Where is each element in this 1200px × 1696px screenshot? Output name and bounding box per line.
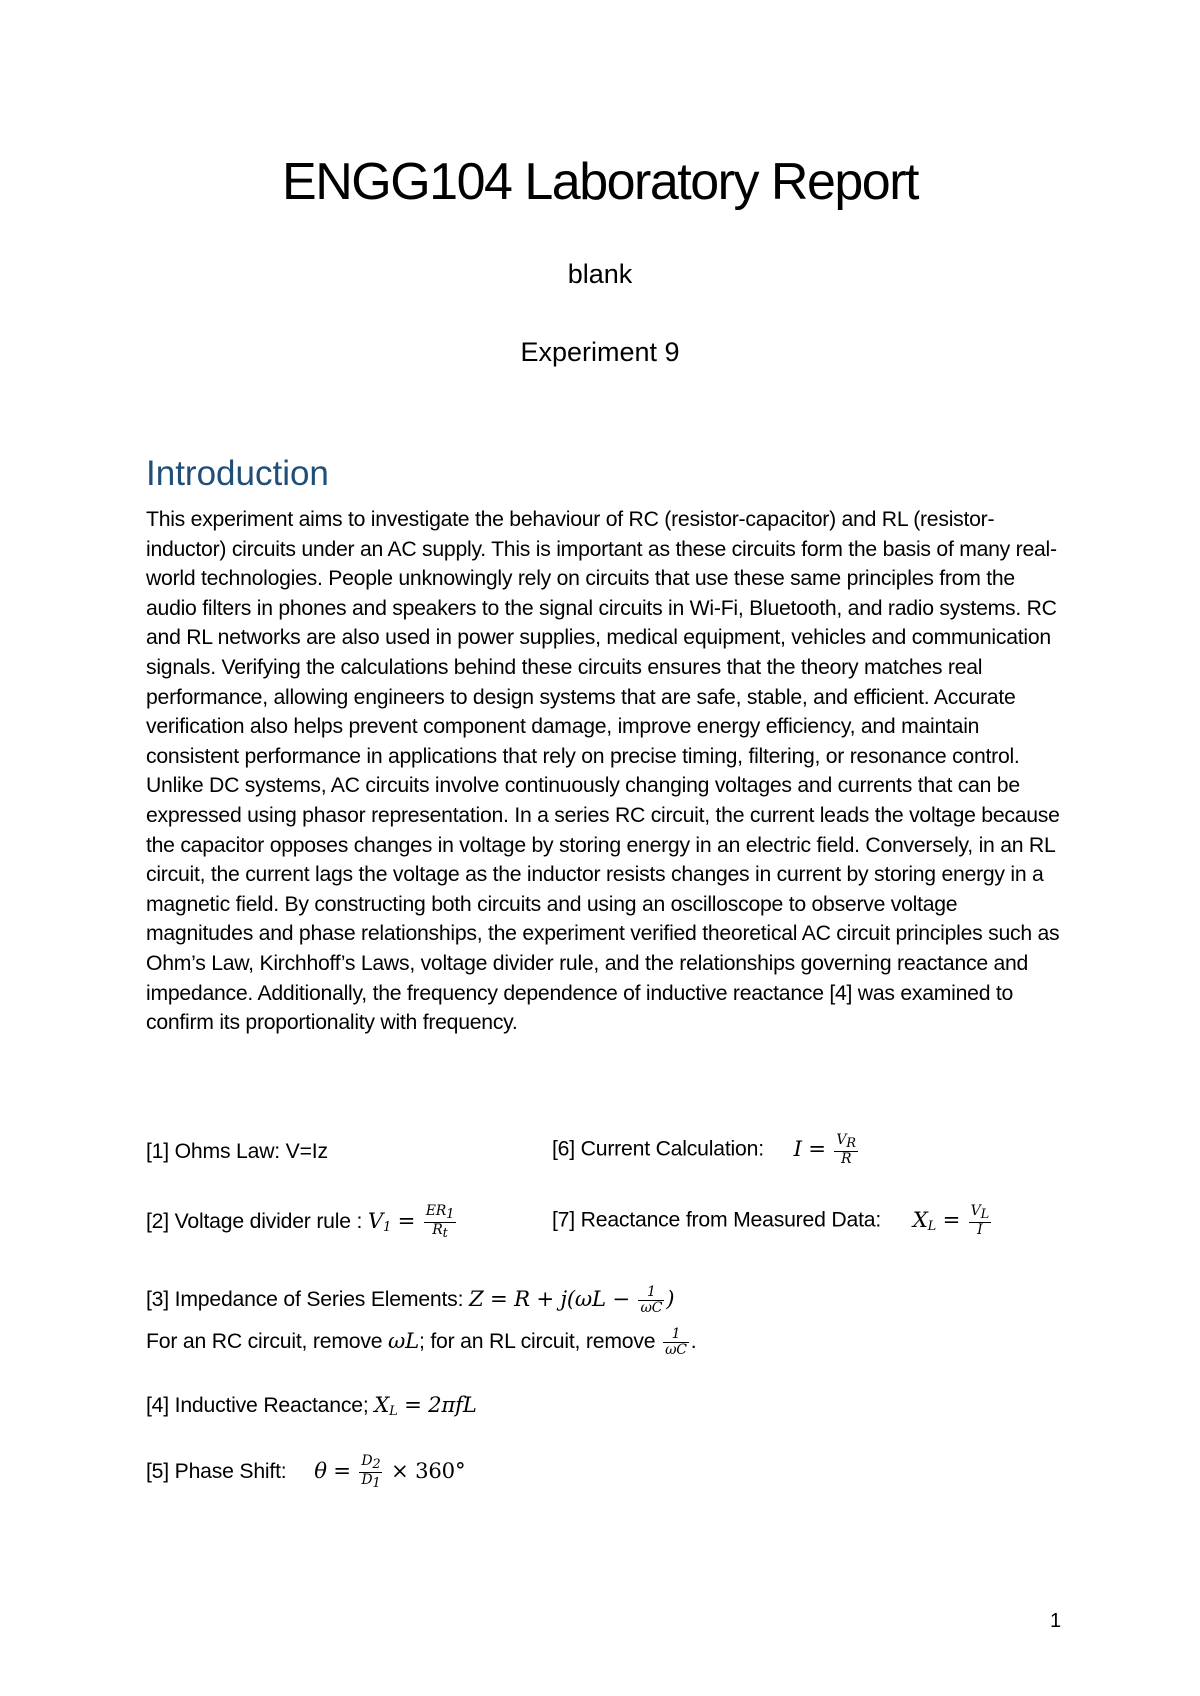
fraction: $\frac{1}{\omega C}$	[665, 1326, 687, 1358]
equation-current-calculation	[552, 1133, 860, 1167]
equation-label: [3] Impedance of Series Elements:	[146, 1288, 469, 1311]
equation-math: $X_L$ = $\frac{V_L}{I}$	[912, 1203, 990, 1238]
report-title: ENGG104 Laboratory Report	[282, 153, 918, 211]
equation-math: $V_1$ = $\frac{ER_1}{R_t}$	[367, 1203, 455, 1241]
equation-impedance	[146, 1284, 674, 1316]
equation-label: [1] Ohms Law: V=Iz	[146, 1140, 328, 1163]
fraction: $\frac{ER_1}{R_t}$	[425, 1203, 455, 1241]
fraction: $\frac{V_L}{I}$	[970, 1203, 990, 1238]
fraction: $\frac{V_R}{R}$	[836, 1132, 856, 1167]
equation-inductive-reactance	[146, 1390, 477, 1427]
equation-math: Z = R + j(ωL − $\frac{1}{\omega C}$ )	[468, 1284, 675, 1316]
equation-impedance-note: For an RC circuit, remove ωL; for an RL circuit, remove $\frac{1}{\omega C}$ .	[146, 1326, 697, 1358]
equation-voltage-divider	[146, 1204, 458, 1243]
equation-label: [5] Phase Shift:	[146, 1460, 287, 1483]
equation-label: [2] Voltage divider rule :	[146, 1210, 368, 1233]
equation-math: θ = $\frac{D_2}{D_1}$ × 360°	[314, 1453, 466, 1491]
equation-label: [6] Current Calculation:	[552, 1137, 764, 1161]
introduction-paragraph: This experiment aims to investigate the behaviour of RC (resistor-capacitor) and RL (resistor-inductor) circuits under an AC supply. This is important as these circuits form the basis of many real-world technologies. People unknowingly rely on circuits that use these same principles from the audio filters in phones and speakers to the signal circuits in Wi-Fi, Bluetooth, and radio systems. RC and RL networks are also used in power supplies, medical equipment, vehicles and communication signals. Verifying the calculations behind these circuits ensures that the theory matches real performance, allowing engineers to design systems that are safe, stable, and efficient. Accurate verification also helps prevent component damage, improve energy efficiency, and maintain consistent performance in applications that rely on precise timing, filtering, or resonance control. Unlike DC systems, AC circuits involve continuously changing voltages and currents that can be expressed using phasor representation. In a series RC circuit, the current leads the voltage because the capacitor opposes changes in voltage by storing energy in an electric field. Conversely, in an RL circuit, the current lags the voltage as the inductor resists changes in current by storing energy in a magnetic field. By constructing both circuits and using an oscilloscope to observe voltage magnitudes and phase relationships, the experiment verified theoretical AC circuit principles such as Ohm’s Law, Kirchhoff’s Laws, voltage divider rule, and the relationships governing reactance and impedance. Additionally, the frequency dependence of inductive reactance [4] was examined to confirm its proportionality with frequency.	[146, 508, 1060, 1035]
equation-math: $X_L = 2\pi fL$	[374, 1392, 477, 1419]
fraction: $\frac{D_2}{D_1}$	[361, 1453, 381, 1491]
equation-label: [7] Reactance from Measured Data:	[552, 1208, 882, 1232]
equation-label: [4] Inductive Reactance;	[146, 1394, 375, 1417]
experiment-number: Experiment 9	[520, 337, 680, 367]
equation-measured-reactance	[552, 1204, 993, 1242]
author-name: blank	[567, 259, 633, 289]
equation-ohms-law	[146, 1137, 328, 1167]
equation-phase-shift	[146, 1454, 465, 1491]
page-number: 1	[1050, 1610, 1062, 1632]
equation-math: I = $\frac{V_R}{R}$	[793, 1132, 856, 1167]
fraction: $\frac{1}{\omega C}$	[640, 1284, 663, 1316]
introduction-heading: Introduction	[146, 454, 329, 493]
